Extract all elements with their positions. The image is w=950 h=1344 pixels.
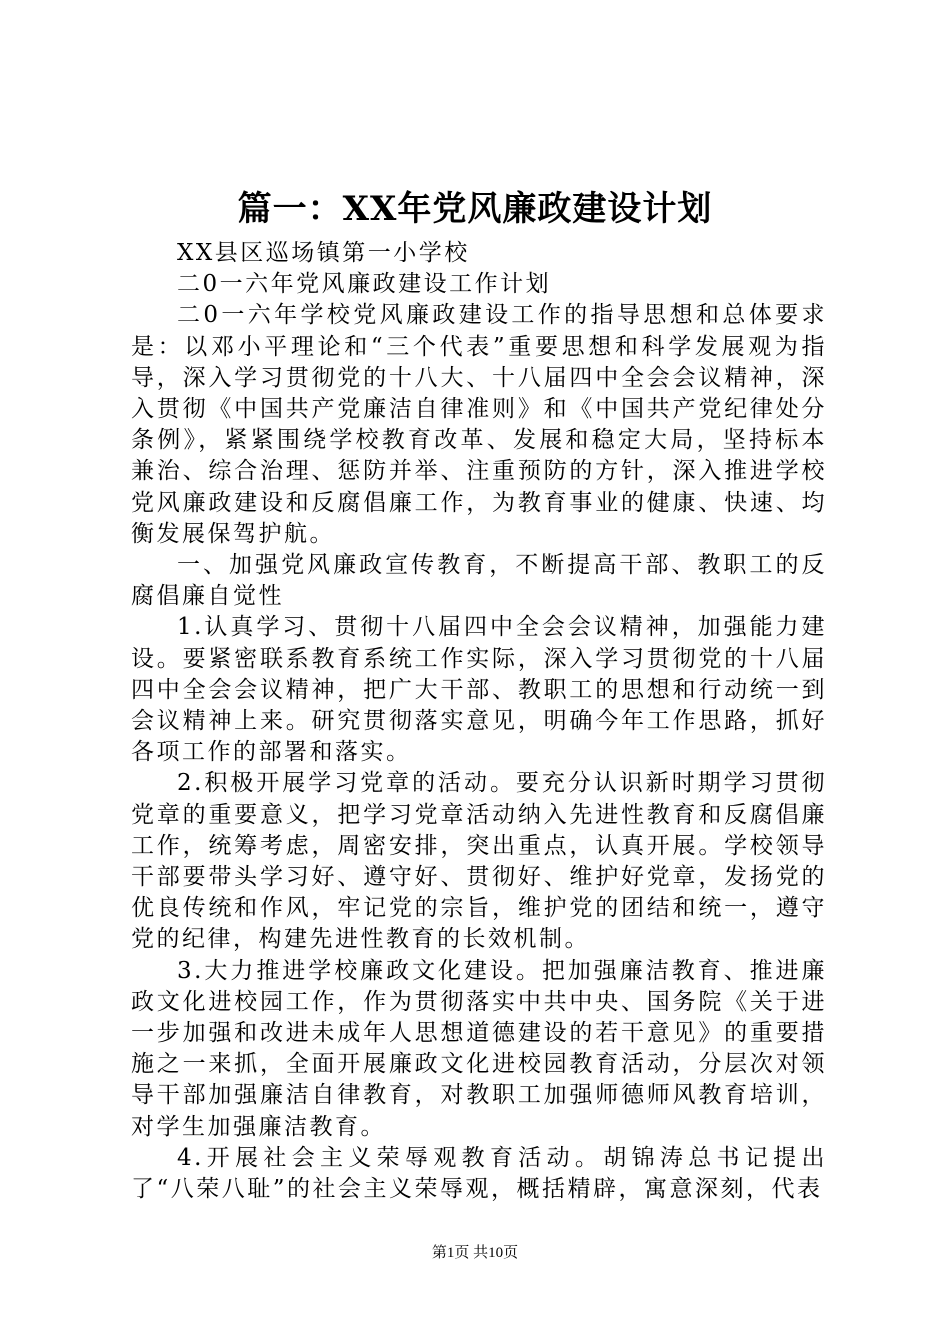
item-paragraph-4: 4.开展社会主义荣辱观教育活动。胡锦涛总书记提出了“八荣八耻”的社会主义荣辱观，概括精辟，寓意深刻，代表 <box>131 1144 827 1203</box>
document-body <box>131 238 827 1205</box>
item-paragraph-2: 2.积极开展学习党章的活动。要充分认识新时期学习贯彻党章的重要意义，把学习党章活动纳入先进性教育和反腐倡廉工作，统筹考虑，周密安排，突出重点，认真开展。学校领导干部要带头学习好、遵守好、贯彻好、维护好党章，发扬党的优良传统和作风，牢记党的宗旨，维护党的团结和统一，遵守党的纪律，构建先进性教育的长效机制。 <box>131 770 827 953</box>
section-heading-1: 一、加强党风廉政宣传教育，不断提高干部、教职工的反腐倡廉自觉性 <box>131 552 827 610</box>
intro-paragraph: 二0一六年学校党风廉政建设工作的指导思想和总体要求是：以邓小平理论和“三个代表”重要思想和科学发展观为指导，深入学习贯彻党的十八大、十八届四中全会会议精神，深入贯彻《中国共产党廉洁自律准则》和《中国共产党纪律处分条例》，紧紧围绕学校教育改革、发展和稳定大局，坚持标本兼治、综合治理、惩防并举、注重预防的方针，深入推进学校党风廉政建设和反腐倡廉工作，为教育事业的健康、快速、均衡发展保驾护航。 <box>131 302 827 547</box>
document-title: 篇一：XX年党风廉政建设计划 <box>237 189 713 229</box>
school-name-line: XX县区巡场镇第一小学校 <box>177 240 470 266</box>
plan-title-line: 二0一六年党风廉政建设工作计划 <box>177 271 552 298</box>
page-footer: 第1页 共10页 <box>431 1245 519 1261</box>
item-paragraph-1: 1.认真学习、贯彻十八届四中全会会议精神，加强能力建设。要紧密联系教育系统工作实际，深入学习贯彻党的十八届四中全会会议精神，把广大干部、教职工的思想和行动统一到会议精神上来。研究贯彻落实意见，明确今年工作思路，抓好各项工作的部署和落实。 <box>131 614 827 766</box>
item-paragraph-3: 3.大力推进学校廉政文化建设。把加强廉洁教育、推进廉政文化进校园工作，作为贯彻落实中共中央、国务院《关于进一步加强和改进未成年人思想道德建设的若干意见》的重要措施之一来抓，全面开展廉政文化进校园教育活动，分层次对领导干部加强廉洁自律教育，对教职工加强师德师风教育培训，对学生加强廉洁教育。 <box>131 957 827 1140</box>
